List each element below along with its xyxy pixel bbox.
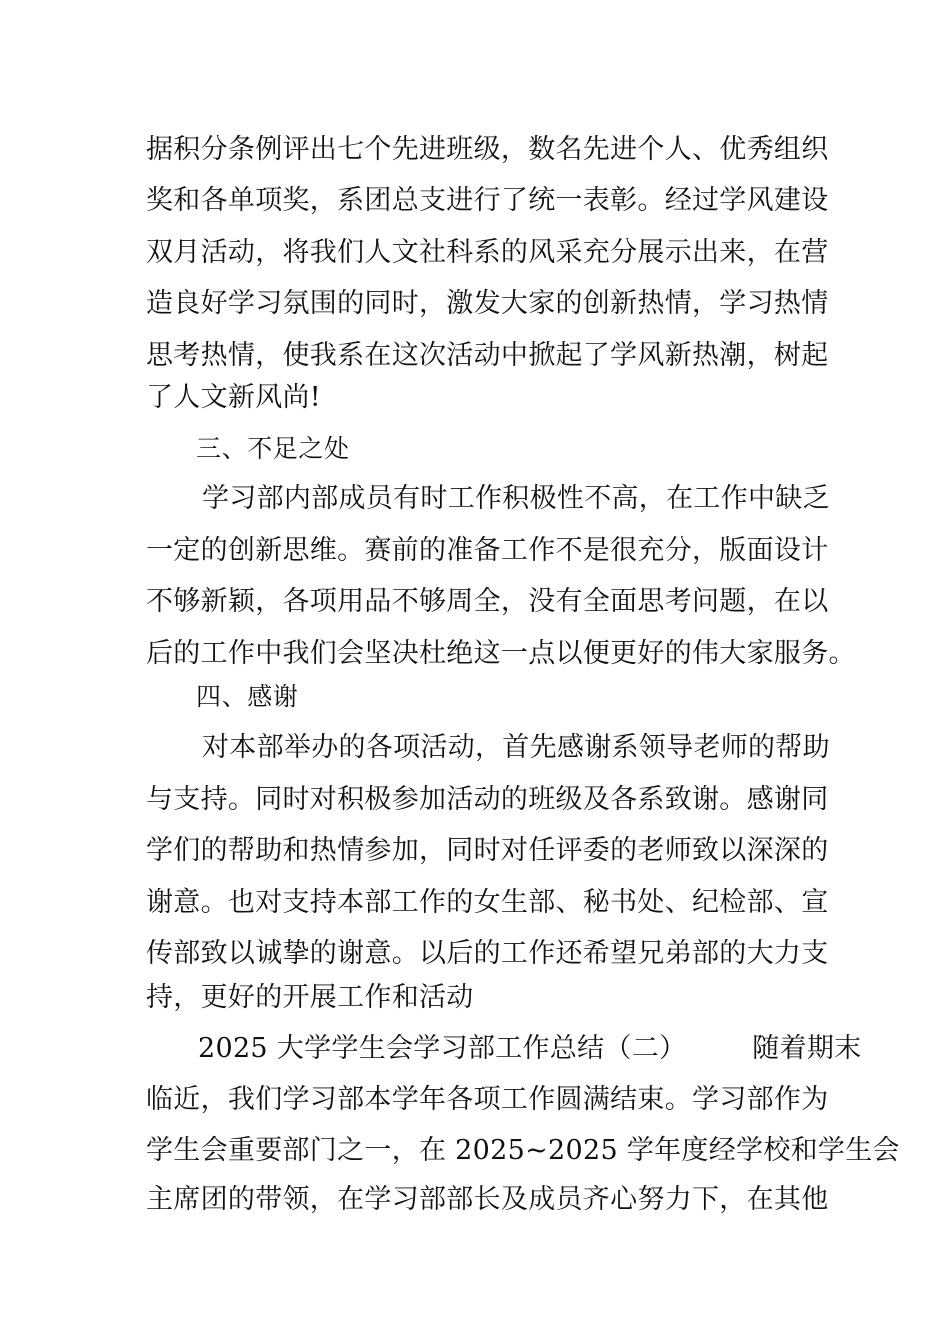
paragraph-line: 临近，我们学习部本学年各项工作圆满结束。学习部作为 (146, 1084, 829, 1115)
paragraph-line: 持，更好的开展工作和活动 (146, 982, 474, 1013)
paragraph-line: 据积分条例评出七个先进班级，数名先进个人、优秀组织 (146, 134, 829, 165)
paragraph-line: 学生会重要部门之一，在 2025~2025 学年度经学校和学生会 (146, 1135, 900, 1166)
paragraph-line: 了人文新风尚! (146, 382, 321, 413)
paragraph-line: 谢意。也对支持本部工作的女生部、秘书处、纪检部、宣 (146, 887, 829, 918)
paragraph-line: 对本部举办的各项活动，首先感谢系领导老师的帮助 (202, 732, 830, 763)
paragraph-line: 传部致以诚挚的谢意。以后的工作还希望兄弟部的大力支 (146, 938, 829, 969)
document-section-title: 2025 大学学生会学习部工作总结（二） (198, 1033, 687, 1064)
paragraph-line: 主席团的带领，在学习部部长及成员齐心努力下，在其他 (146, 1184, 829, 1215)
paragraph-line: 一定的创新思维。赛前的准备工作不是很充分，版面设计 (146, 535, 829, 566)
paragraph-line: 学习部内部成员有时工作积极性不高，在工作中缺乏 (202, 483, 830, 514)
paragraph-line: 思考热情，使我系在这次活动中掀起了学风新热潮，树起 (146, 340, 829, 371)
paragraph-line: 后的工作中我们会坚决杜绝这一点以便更好的伟大家服务。 (146, 638, 856, 669)
document-section-title-line (198, 1033, 862, 1065)
paragraph-line: 奖和各单项奖，系团总支进行了统一表彰。经过学风建设 (146, 185, 829, 216)
section-heading: 四、感谢 (196, 682, 299, 711)
section-heading: 三、不足之处 (196, 434, 350, 463)
paragraph-line: 双月活动，将我们人文社科系的风采充分展示出来，在营 (146, 237, 829, 268)
paragraph-line: 造良好学习氛围的同时，激发大家的创新热情，学习热情 (146, 288, 829, 319)
paragraph-line: 不够新颖，各项用品不够周全，没有全面思考问题，在以 (146, 586, 829, 617)
paragraph-lead: 随着期末 (752, 1033, 862, 1064)
paragraph-line: 学们的帮助和热情参加，同时对任评委的老师致以深深的 (146, 835, 829, 866)
paragraph-line: 与支持。同时对积极参加活动的班级及各系致谢。感谢同 (146, 784, 829, 815)
